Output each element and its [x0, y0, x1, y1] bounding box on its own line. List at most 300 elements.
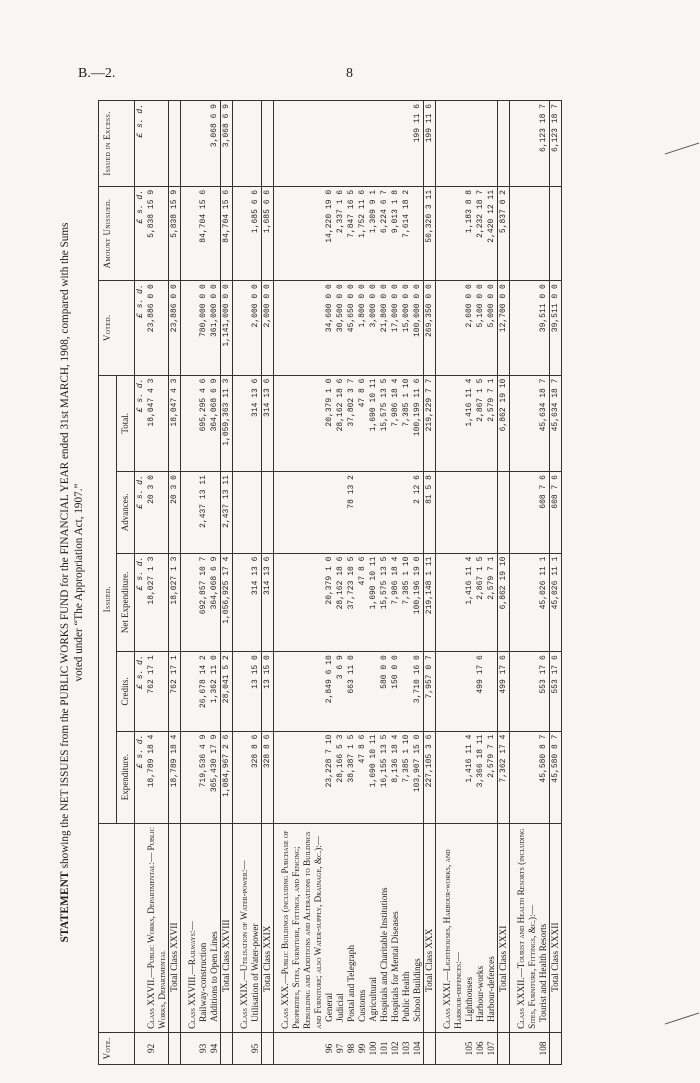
total-cell: 18,047 4 3 — [169, 375, 181, 472]
unissued-cell: 5,838 15 9 — [169, 186, 181, 280]
table-row — [464, 101, 475, 1065]
title-text: showing the NET ISSUES from the PUBLIC WORKS FUND for the FINANCIAL YEAR ended 31st MARCH, 1908, compared with the Sums — [59, 222, 71, 869]
col-vote: Vote. — [99, 1032, 135, 1064]
net-expenditure-cell — [516, 553, 538, 652]
col-excess: Issued in Excess. — [99, 101, 135, 187]
expenditure-cell: 7,385 1 10 — [401, 731, 412, 823]
table-row — [198, 101, 209, 1065]
vote-cell: 98 — [346, 1032, 357, 1064]
net-expenditure-cell: 7,986 18 4 — [390, 553, 401, 652]
credits-cell: 553 17 6 — [538, 652, 550, 731]
unissued-cell: 1,752 11 6 — [357, 186, 368, 280]
advances-cell — [324, 472, 335, 553]
advances-cell — [379, 472, 390, 553]
table-row — [250, 101, 262, 1065]
total-cell — [442, 375, 464, 472]
advances-cell — [239, 472, 250, 553]
description-cell: Customs — [357, 823, 368, 1032]
excess-cell — [324, 101, 335, 187]
excess-cell — [146, 101, 169, 187]
expenditure-cell: 16,155 13 5 — [379, 731, 390, 823]
unissued-cell: 6,224 6 7 — [379, 186, 390, 280]
total-cell: 1,416 11 4 — [464, 375, 475, 472]
net-expenditure-cell: 18,027 1 3 — [146, 553, 169, 652]
vote-cell: 108 — [538, 1032, 550, 1064]
expenditure-cell: 38,387 1 5 — [346, 731, 357, 823]
total-cell: 6,862 19 10 — [498, 375, 510, 472]
expenditure-cell: 328 8 6 — [262, 731, 274, 823]
credits-cell: 13 15 0 — [262, 652, 274, 731]
unissued-cell: 2,337 1 6 — [335, 186, 346, 280]
col-voted: Voted. — [99, 281, 135, 375]
description-cell: Class XXIX.—Utilisation of Water-power:— — [239, 823, 250, 1032]
units-cell: £ s. d. — [135, 375, 147, 472]
credits-cell: 762 17 1 — [169, 652, 181, 731]
net-expenditure-cell: 6,862 19 10 — [498, 553, 510, 652]
expenditure-cell: 365,430 17 9 — [209, 731, 221, 823]
voted-cell: 5,000 0 0 — [486, 281, 498, 375]
credits-cell — [516, 652, 538, 731]
excess-cell: 6,123 18 7 — [538, 101, 550, 187]
description-cell: Hospitals and Charitable Institutions — [379, 823, 390, 1032]
title-lead: STATEMENT — [59, 871, 71, 943]
total-cell — [239, 375, 250, 472]
vote-cell: 107 — [486, 1032, 498, 1064]
expenditure-cell: 7,362 17 4 — [498, 731, 510, 823]
vote-cell: 101 — [379, 1032, 390, 1064]
total-row — [221, 101, 233, 1065]
vote-cell: 105 — [464, 1032, 475, 1064]
net-expenditure-cell: 7,385 1 10 — [401, 553, 412, 652]
description-cell: Class XXVIII.—Railways:— — [187, 823, 198, 1032]
voted-cell: 1,800 0 0 — [357, 281, 368, 375]
description-cell: Total Class XXIX — [262, 823, 274, 1032]
voted-cell: 1,141,000 0 0 — [221, 281, 233, 375]
advances-cell — [250, 472, 262, 553]
net-expenditure-cell: 37,723 10 5 — [346, 553, 357, 652]
net-expenditure-cell: 364,068 6 9 — [209, 553, 221, 652]
units-cell: £ s. d. — [135, 281, 147, 375]
expenditure-cell: 1,416 11 4 — [464, 731, 475, 823]
total-cell: 100,199 11 6 — [412, 375, 424, 472]
credits-cell: 499 17 6 — [475, 652, 486, 731]
expenditure-cell — [239, 731, 250, 823]
description-cell: Class XXX.—Public Buildings (including Purchase of Properties, Sites, Furniture, Fittings, and Fencing; Rebuilding and Additions and Alterations to Buildings and Furniture; also Water-supply, Drainage, &c.):— — [280, 823, 324, 1032]
advances-cell — [401, 472, 412, 553]
voted-cell: 23,886 0 0 — [169, 281, 181, 375]
table-row — [486, 101, 498, 1065]
description-cell: Harbour-works — [475, 823, 486, 1032]
advances-cell — [335, 472, 346, 553]
total-cell: 1,059,363 11 3 — [221, 375, 233, 472]
voted-cell — [239, 281, 250, 375]
voted-cell: 12,700 0 0 — [498, 281, 510, 375]
voted-cell: 39,511 0 0 — [550, 281, 562, 375]
credits-cell — [368, 652, 379, 731]
class-header-row — [187, 101, 198, 1065]
excess-cell — [368, 101, 379, 187]
col-description — [99, 823, 135, 1032]
net-expenditure-cell: 314 13 6 — [250, 553, 262, 652]
table-row — [357, 101, 368, 1065]
units-cell: £ s. d. — [135, 472, 147, 553]
table-row — [368, 101, 379, 1065]
col-issued: Issued. — [99, 375, 117, 823]
units-cell: £ s. d. — [135, 101, 147, 187]
col-advances: Advances. — [117, 472, 135, 553]
class-header-row — [442, 101, 464, 1065]
net-expenditure-cell: 20,379 1 0 — [324, 553, 335, 652]
net-expenditure-cell — [239, 553, 250, 652]
units-cell: £ s. d. — [135, 731, 147, 823]
net-expenditure-cell: 45,026 11 1 — [550, 553, 562, 652]
unissued-cell: 14,220 19 0 — [324, 186, 335, 280]
excess-cell — [516, 101, 538, 187]
unissued-cell: 2,420 12 11 — [486, 186, 498, 280]
vote-cell — [550, 1032, 562, 1064]
expenditure-cell: 2,579 7 1 — [486, 731, 498, 823]
class-header-row — [280, 101, 324, 1065]
total-row — [169, 101, 181, 1065]
net-expenditure-cell: 692,857 10 7 — [198, 553, 209, 652]
unissued-cell — [550, 186, 562, 280]
voted-cell — [187, 281, 198, 375]
expenditure-cell — [442, 731, 464, 823]
description-cell: Tourist and Health Resorts — [538, 823, 550, 1032]
total-cell — [280, 375, 324, 472]
total-cell: 15,575 13 5 — [379, 375, 390, 472]
advances-cell: 20 3 0 — [146, 472, 169, 553]
total-cell: 7,385 1 10 — [401, 375, 412, 472]
statement-title — [58, 100, 94, 1065]
advances-cell — [498, 472, 510, 553]
advances-cell — [442, 472, 464, 553]
excess-cell — [198, 101, 209, 187]
description-cell: School Buildings — [412, 823, 424, 1032]
unissued-cell: 1,685 6 6 — [250, 186, 262, 280]
voted-cell: 100,000 0 0 — [412, 281, 424, 375]
credits-cell: 3,710 16 0 — [412, 652, 424, 731]
excess-cell — [280, 101, 324, 187]
vote-cell: 97 — [335, 1032, 346, 1064]
table-row — [379, 101, 390, 1065]
expenditure-cell — [280, 731, 324, 823]
net-expenditure-cell: 15,575 13 5 — [379, 553, 390, 652]
unissued-cell: 2,232 18 7 — [475, 186, 486, 280]
net-expenditure-cell: 45,026 11 1 — [538, 553, 550, 652]
advances-cell: 2 12 6 — [412, 472, 424, 553]
net-expenditure-cell: 2,579 7 1 — [486, 553, 498, 652]
expenditure-cell: 28,166 5 3 — [335, 731, 346, 823]
advances-cell — [475, 472, 486, 553]
excess-cell — [357, 101, 368, 187]
expenditure-cell: 1,690 10 11 — [368, 731, 379, 823]
units-cell: £ s. d. — [135, 652, 147, 731]
expenditure-cell: 719,536 4 9 — [198, 731, 209, 823]
net-expenditure-cell: 1,416 11 4 — [464, 553, 475, 652]
unissued-cell — [239, 186, 250, 280]
description-cell: Total Class XXXII — [550, 823, 562, 1032]
table-row — [538, 101, 550, 1065]
vote-cell — [498, 1032, 510, 1064]
vote-cell — [221, 1032, 233, 1064]
credits-cell — [239, 652, 250, 731]
voted-cell: 5,100 0 0 — [475, 281, 486, 375]
description-cell: Total Class XXXI — [498, 823, 510, 1032]
voted-cell — [442, 281, 464, 375]
vote-cell — [516, 1032, 538, 1064]
vote-cell: 96 — [324, 1032, 335, 1064]
total-cell: 20,379 1 0 — [324, 375, 335, 472]
credits-cell — [442, 652, 464, 731]
excess-cell — [475, 101, 486, 187]
vote-cell: 92 — [146, 1032, 169, 1064]
expenditure-cell: 47 8 6 — [357, 731, 368, 823]
expenditure-cell: 1,084,967 2 6 — [221, 731, 233, 823]
excess-cell — [498, 101, 510, 187]
excess-cell: 199 11 6 — [424, 101, 436, 187]
title-text-line2: voted under “The Appropriation Act, 1907.” — [73, 483, 85, 682]
total-cell: 28,162 18 6 — [335, 375, 346, 472]
credits-cell: 499 17 6 — [498, 652, 510, 731]
excess-cell — [464, 101, 475, 187]
vote-cell: 103 — [401, 1032, 412, 1064]
advances-cell: 2,437 13 11 — [198, 472, 209, 553]
advances-cell: 608 7 6 — [550, 472, 562, 553]
total-cell: 45,634 18 7 — [538, 375, 550, 472]
credits-cell: 7,957 0 7 — [424, 652, 436, 731]
unissued-cell — [280, 186, 324, 280]
excess-cell — [335, 101, 346, 187]
description-cell: Hospitals for Mental Diseases — [390, 823, 401, 1032]
excess-cell — [187, 101, 198, 187]
credits-cell: 150 0 0 — [390, 652, 401, 731]
total-cell: 37,802 3 7 — [346, 375, 357, 472]
net-expenditure-cell: 219,148 1 11 — [424, 553, 436, 652]
description-cell: Total Class XXVIII — [221, 823, 233, 1032]
credits-cell — [357, 652, 368, 731]
total-row — [424, 101, 436, 1065]
total-cell: 364,068 6 9 — [209, 375, 221, 472]
advances-cell: 20 3 0 — [169, 472, 181, 553]
total-cell: 695,295 4 6 — [198, 375, 209, 472]
vote-cell: 102 — [390, 1032, 401, 1064]
description-cell: Lighthouses — [464, 823, 475, 1032]
net-expenditure-cell: 1,690 10 11 — [368, 553, 379, 652]
unissued-cell — [442, 186, 464, 280]
total-cell: 18,047 4 3 — [146, 375, 169, 472]
net-expenditure-cell: 1,056,925 17 4 — [221, 553, 233, 652]
expenditure-cell: 18,789 18 4 — [169, 731, 181, 823]
total-row — [550, 101, 562, 1065]
unissued-cell — [209, 186, 221, 280]
advances-cell — [357, 472, 368, 553]
voted-cell: 361,000 0 0 — [209, 281, 221, 375]
total-row — [498, 101, 510, 1065]
credits-cell: 762 17 1 — [146, 652, 169, 731]
net-expenditure-cell: 314 13 6 — [262, 553, 274, 652]
advances-cell: 78 13 2 — [346, 472, 357, 553]
unissued-cell: 5,837 0 2 — [498, 186, 510, 280]
unissued-cell: 7,614 18 2 — [401, 186, 412, 280]
voted-cell — [516, 281, 538, 375]
voted-cell: 30,500 0 0 — [335, 281, 346, 375]
description-cell: Agricultural — [368, 823, 379, 1032]
excess-cell — [250, 101, 262, 187]
class-header-row — [239, 101, 250, 1065]
expenditure-cell: 8,136 18 4 — [390, 731, 401, 823]
unissued-cell: 9,013 1 8 — [390, 186, 401, 280]
net-expenditure-cell: 2,867 1 5 — [475, 553, 486, 652]
advances-cell: 2,437 13 11 — [221, 472, 233, 553]
table-row — [324, 101, 335, 1065]
excess-cell — [401, 101, 412, 187]
header-reference: B.—2. — [78, 66, 116, 81]
advances-cell — [390, 472, 401, 553]
advances-cell — [464, 472, 475, 553]
net-expenditure-cell: 100,196 19 0 — [412, 553, 424, 652]
col-total: Total. — [117, 375, 135, 472]
description-cell: Utilisation of Water-power — [250, 823, 262, 1032]
advances-cell — [209, 472, 221, 553]
unissued-cell: 7,847 16 5 — [346, 186, 357, 280]
voted-cell: 39,511 0 0 — [538, 281, 550, 375]
description-cell: Class XXXI.—Lighthouses, Harbour-works, and Harbour-defences:— — [442, 823, 464, 1032]
advances-cell: 81 5 8 — [424, 472, 436, 553]
table-row — [346, 101, 357, 1065]
credits-cell: 553 17 6 — [550, 652, 562, 731]
total-cell: 219,229 7 7 — [424, 375, 436, 472]
vote-cell — [424, 1032, 436, 1064]
expenditure-cell: 23,228 7 10 — [324, 731, 335, 823]
total-cell — [187, 375, 198, 472]
excess-cell — [169, 101, 181, 187]
voted-cell — [280, 281, 324, 375]
voted-cell: 269,350 0 0 — [424, 281, 436, 375]
unissued-cell: 50,320 3 11 — [424, 186, 436, 280]
vote-cell — [262, 1032, 274, 1064]
units-row — [135, 101, 147, 1065]
vote-cell: 106 — [475, 1032, 486, 1064]
excess-cell — [239, 101, 250, 187]
table-row — [209, 101, 221, 1065]
expenditure-cell: 45,580 8 7 — [550, 731, 562, 823]
table-row — [412, 101, 424, 1065]
excess-cell: 3,068 6 9 — [209, 101, 221, 187]
advances-cell — [486, 472, 498, 553]
expenditure-cell: 3,366 18 11 — [475, 731, 486, 823]
advances-cell — [280, 472, 324, 553]
voted-cell: 34,600 0 0 — [324, 281, 335, 375]
excess-cell: 199 11 6 — [412, 101, 424, 187]
excess-cell — [379, 101, 390, 187]
vote-cell: 104 — [412, 1032, 424, 1064]
credits-cell — [464, 652, 475, 731]
advances-cell — [368, 472, 379, 553]
total-cell: 45,634 18 7 — [550, 375, 562, 472]
credits-cell: 28,041 5 2 — [221, 652, 233, 731]
credits-cell: 580 0 0 — [379, 652, 390, 731]
net-expenditure-cell: 28,162 18 6 — [335, 553, 346, 652]
total-cell: 2,579 7 1 — [486, 375, 498, 472]
credits-cell — [401, 652, 412, 731]
voted-cell: 780,000 0 0 — [198, 281, 209, 375]
description-cell: Harbour-defences — [486, 823, 498, 1032]
description-cell: Total Class XXX — [424, 823, 436, 1032]
col-net-expenditure: Net Expenditure. — [117, 553, 135, 652]
description-cell: General — [324, 823, 335, 1032]
advances-cell: 608 7 6 — [538, 472, 550, 553]
description-cell: Postal and Telegraph — [346, 823, 357, 1032]
voted-cell: 23,886 0 0 — [146, 281, 169, 375]
vote-cell — [187, 1032, 198, 1064]
expenditure-cell: 103,907 15 0 — [412, 731, 424, 823]
col-unissued: Amount Unissued. — [99, 186, 135, 280]
expenditure-cell: 45,580 8 7 — [538, 731, 550, 823]
credits-cell: 2,849 6 10 — [324, 652, 335, 731]
vote-cell — [239, 1032, 250, 1064]
credits-cell — [187, 652, 198, 731]
credits-cell: 26,678 14 2 — [198, 652, 209, 731]
unissued-cell — [187, 186, 198, 280]
description-cell: Class XXXII.—Tourist and Health Resorts (including Sites, Furniture, Fittings, &c.):— — [516, 823, 538, 1032]
credits-cell: 1,362 11 0 — [209, 652, 221, 731]
voted-cell: 45,650 0 0 — [346, 281, 357, 375]
unissued-cell — [412, 186, 424, 280]
vote-cell: 99 — [357, 1032, 368, 1064]
excess-cell: 6,123 18 7 — [550, 101, 562, 187]
net-expenditure-cell — [187, 553, 198, 652]
excess-cell — [486, 101, 498, 187]
unissued-cell: 84,704 15 6 — [221, 186, 233, 280]
unissued-cell — [516, 186, 538, 280]
unissued-cell: 1,183 8 8 — [464, 186, 475, 280]
expenditure-cell — [187, 731, 198, 823]
credits-cell — [280, 652, 324, 731]
voted-cell: 2,600 0 0 — [464, 281, 475, 375]
table-row — [401, 101, 412, 1065]
description-cell: Additions to Open Lines — [209, 823, 221, 1032]
unissued-cell — [538, 186, 550, 280]
expenditure-cell — [516, 731, 538, 823]
table-row — [335, 101, 346, 1065]
voted-cell: 2,000 0 0 — [250, 281, 262, 375]
total-row — [262, 101, 274, 1065]
table-body — [135, 101, 562, 1065]
credits-cell — [486, 652, 498, 731]
unissued-cell: 1,685 6 6 — [262, 186, 274, 280]
voted-cell: 2,000 0 0 — [262, 281, 274, 375]
net-expenditure-cell — [280, 553, 324, 652]
voted-cell: 21,800 0 0 — [379, 281, 390, 375]
page-number: 8 — [346, 66, 353, 81]
total-cell: 2,867 1 5 — [475, 375, 486, 472]
credits-cell: 3 6 9 — [335, 652, 346, 731]
vote-cell — [280, 1032, 324, 1064]
net-expenditure-cell — [442, 553, 464, 652]
voted-cell: 15,000 0 0 — [401, 281, 412, 375]
advances-cell — [187, 472, 198, 553]
excess-cell — [262, 101, 274, 187]
class-header-row — [516, 101, 538, 1065]
unissued-cell: 5,838 15 9 — [146, 186, 169, 280]
excess-cell: 3,068 6 9 — [221, 101, 233, 187]
vote-cell — [442, 1032, 464, 1064]
net-expenditure-cell: 47 8 6 — [357, 553, 368, 652]
total-cell: 1,690 10 11 — [368, 375, 379, 472]
vote-cell: 93 — [198, 1032, 209, 1064]
credits-cell: 13 15 0 — [250, 652, 262, 731]
